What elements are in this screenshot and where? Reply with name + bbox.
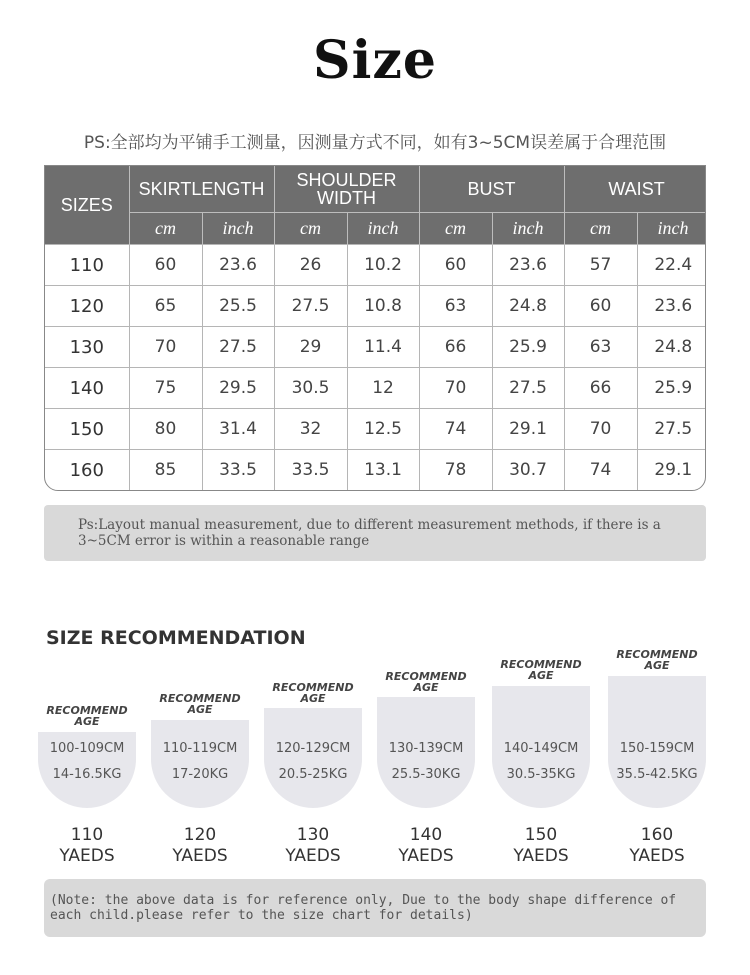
measurement-cell: 24.8 <box>637 327 706 368</box>
group-header: SKIRTLENGTH <box>129 166 274 213</box>
measurement-cell: 66 <box>419 327 492 368</box>
size-cell: 160 <box>45 450 129 491</box>
size-number: 110 <box>70 825 104 845</box>
table-row <box>45 409 706 450</box>
table-row <box>45 450 706 491</box>
recommend-age-label: RECOMMEND AGE <box>46 704 128 728</box>
size-label <box>486 825 596 867</box>
height-range: 130-139CM <box>388 741 464 756</box>
group-header <box>274 166 419 213</box>
measurement-cell: 29 <box>274 327 347 368</box>
size-label <box>145 825 255 867</box>
unit-header: inch <box>202 213 274 245</box>
measurement-note-en: Ps:Layout manual measurement, due to different measurement methods, if there is a 3~5CM error is within a reasonable range <box>44 505 706 561</box>
measurement-cell: 23.6 <box>202 245 274 286</box>
measurement-cell: 25.9 <box>492 327 564 368</box>
size-label <box>602 825 712 867</box>
measurement-cell: 27.5 <box>202 327 274 368</box>
size-unit: YAEDS <box>285 846 341 866</box>
size-cell: 110 <box>45 245 129 286</box>
measurement-cell: 12 <box>347 368 419 409</box>
weight-range: 17-20KG <box>171 767 229 782</box>
measurement-cell: 10.8 <box>347 286 419 327</box>
size-badge <box>38 732 136 808</box>
measurement-cell: 74 <box>564 450 637 491</box>
recommend-age-label: RECOMMEND AGE <box>159 692 241 716</box>
size-unit: YAEDS <box>513 846 569 866</box>
size-badge <box>151 720 249 808</box>
reference-note: (Note: the above data is for reference only, Due to the body shape difference of each child.please refer to the size chart for details) <box>44 879 706 937</box>
recommend-age-label: RECOMMEND AGE <box>272 681 354 705</box>
size-unit: YAEDS <box>629 846 685 866</box>
table-row <box>45 245 706 286</box>
size-number: 120 <box>183 825 217 845</box>
size-badge <box>264 708 362 808</box>
weight-range: 20.5-25KG <box>278 767 348 782</box>
size-unit: YAEDS <box>172 846 228 866</box>
measurement-cell: 27.5 <box>492 368 564 409</box>
unit-header: inch <box>637 213 706 245</box>
size-table <box>45 166 706 490</box>
measurement-cell: 11.4 <box>347 327 419 368</box>
weight-range: 25.5-30KG <box>391 767 461 782</box>
measurement-cell: 80 <box>129 409 202 450</box>
size-number: 160 <box>640 825 674 845</box>
size-badge <box>377 697 475 808</box>
measurement-cell: 23.6 <box>492 245 564 286</box>
measurement-cell: 78 <box>419 450 492 491</box>
recommend-age-label: RECOMMEND AGE <box>616 648 698 672</box>
measurement-cell: 25.9 <box>637 368 706 409</box>
size-badge <box>492 686 590 808</box>
unit-header: cm <box>129 213 202 245</box>
measurement-cell: 70 <box>564 409 637 450</box>
measurement-cell: 63 <box>419 286 492 327</box>
height-range: 100-109CM <box>49 741 125 756</box>
size-number: 140 <box>409 825 443 845</box>
size-cell: 130 <box>45 327 129 368</box>
height-range: 110-119CM <box>162 741 238 756</box>
height-range: 120-129CM <box>275 741 351 756</box>
measurement-cell: 33.5 <box>274 450 347 491</box>
size-number: 130 <box>296 825 330 845</box>
unit-header: cm <box>564 213 637 245</box>
weight-range: 30.5-35KG <box>506 767 576 782</box>
measurement-cell: 29.1 <box>492 409 564 450</box>
measurement-cell: 12.5 <box>347 409 419 450</box>
measurement-cell: 10.2 <box>347 245 419 286</box>
size-cell: 120 <box>45 286 129 327</box>
measurement-cell: 70 <box>129 327 202 368</box>
unit-header: cm <box>274 213 347 245</box>
measurement-note-cn: PS:全部均为平铺手工测量，因测量方式不同，如有3~5CM误差属于合理范围 <box>83 133 667 153</box>
measurement-cell: 22.4 <box>637 245 706 286</box>
size-badge <box>608 676 706 808</box>
table-row <box>45 368 706 409</box>
measurement-cell: 33.5 <box>202 450 274 491</box>
height-range: 150-159CM <box>619 741 695 756</box>
recommend-age-label: RECOMMEND AGE <box>385 670 467 694</box>
recommendation-title: SIZE RECOMMENDATION <box>46 627 306 649</box>
table-row <box>45 286 706 327</box>
measurement-cell: 29.5 <box>202 368 274 409</box>
height-range: 140-149CM <box>503 741 579 756</box>
measurement-cell: 31.4 <box>202 409 274 450</box>
unit-header: inch <box>492 213 564 245</box>
measurement-cell: 63 <box>564 327 637 368</box>
weight-range: 14-16.5KG <box>52 767 122 782</box>
measurement-cell: 85 <box>129 450 202 491</box>
measurement-cell: 30.7 <box>492 450 564 491</box>
weight-range: 35.5-42.5KG <box>616 767 698 782</box>
measurement-cell: 70 <box>419 368 492 409</box>
measurement-cell: 25.5 <box>202 286 274 327</box>
measurement-cell: 30.5 <box>274 368 347 409</box>
page-title: Size <box>313 30 437 91</box>
measurement-cell: 29.1 <box>637 450 706 491</box>
measurement-cell: 26 <box>274 245 347 286</box>
measurement-cell: 74 <box>419 409 492 450</box>
size-chart <box>44 165 706 491</box>
size-unit: YAEDS <box>59 846 115 866</box>
measurement-cell: 27.5 <box>637 409 706 450</box>
unit-header: cm <box>419 213 492 245</box>
measurement-cell: 60 <box>564 286 637 327</box>
measurement-cell: 57 <box>564 245 637 286</box>
group-header: BUST <box>419 166 564 213</box>
measurement-cell: 66 <box>564 368 637 409</box>
measurement-cell: 65 <box>129 286 202 327</box>
size-cell: 140 <box>45 368 129 409</box>
measurement-cell: 75 <box>129 368 202 409</box>
group-header: WAIST <box>564 166 706 213</box>
size-label <box>258 825 368 867</box>
measurement-cell: 27.5 <box>274 286 347 327</box>
sizes-header: SIZES <box>45 166 129 245</box>
size-number: 150 <box>524 825 558 845</box>
size-unit: YAEDS <box>398 846 454 866</box>
group-header-line: SHOULDER WIDTH <box>296 170 397 208</box>
measurement-cell: 60 <box>129 245 202 286</box>
measurement-cell: 13.1 <box>347 450 419 491</box>
measurement-cell: 32 <box>274 409 347 450</box>
size-cell: 150 <box>45 409 129 450</box>
size-label <box>371 825 481 867</box>
measurement-cell: 23.6 <box>637 286 706 327</box>
recommend-age-label: RECOMMEND AGE <box>500 658 582 682</box>
measurement-cell: 60 <box>419 245 492 286</box>
unit-header: inch <box>347 213 419 245</box>
table-row <box>45 327 706 368</box>
size-label <box>32 825 142 867</box>
measurement-cell: 24.8 <box>492 286 564 327</box>
